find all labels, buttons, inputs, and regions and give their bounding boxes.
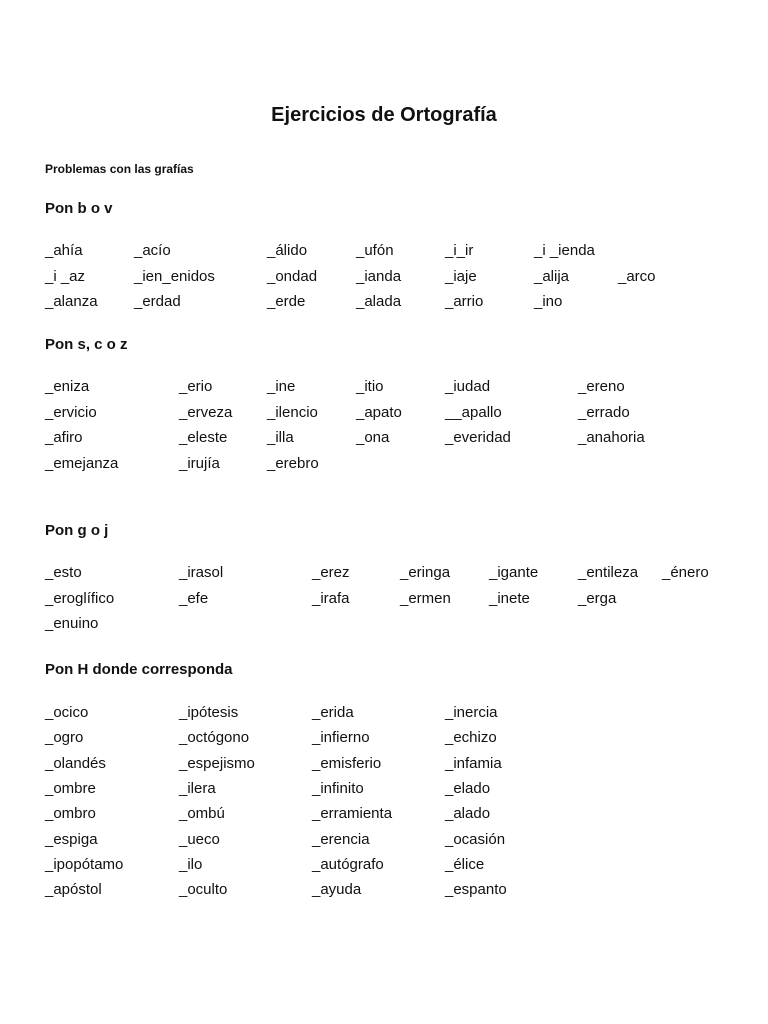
exercise-word: _erde (267, 293, 306, 310)
exercise-word: _ereno (578, 378, 625, 395)
exercise-word: _alada (356, 293, 402, 310)
exercise-word: _ocasión (445, 830, 506, 848)
exercise-word: _irujía (179, 454, 220, 472)
exercise-word: _ianda (356, 267, 402, 285)
exercise-word: _espiga (45, 830, 98, 848)
exercise-word: _iaje (445, 267, 477, 285)
section-heading: Pon g o j (45, 522, 109, 539)
exercise-word: _everidad (445, 429, 511, 446)
exercise-word: _oculto (179, 881, 228, 899)
section-heading: Pon s, c o z (45, 336, 128, 353)
exercise-word: _ocico (45, 704, 89, 721)
exercise-word: _énero (662, 564, 709, 581)
exercise-word: _i _az (45, 267, 86, 285)
exercise-word: _erida (312, 704, 354, 721)
exercise-word: _octógono (179, 729, 250, 747)
exercise-word: _eniza (45, 378, 90, 395)
exercise-word: _ueco (179, 830, 220, 848)
exercise-word: _afiro (45, 429, 83, 446)
exercise-word: _ervicio (45, 403, 97, 421)
exercise-word: _ombre (45, 779, 96, 797)
exercise-word: _arrio (445, 293, 484, 310)
exercise-word: _eringa (400, 564, 451, 581)
exercise-word: _ogro (45, 729, 84, 747)
exercise-word: _ufón (356, 242, 394, 259)
exercise-word: _espanto (445, 881, 507, 899)
exercise-word: _ipopótamo (45, 855, 124, 873)
document-title: Ejercicios de Ortografía (271, 104, 497, 126)
exercise-word: _irasol (179, 564, 224, 581)
exercise-word: _infierno (312, 729, 370, 747)
exercise-word: _alanza (45, 293, 98, 310)
exercise-word: _i_ir (445, 242, 474, 259)
exercise-word: _anahoria (578, 429, 645, 446)
exercise-word: _eleste (179, 429, 228, 446)
exercise-word: _illa (267, 429, 294, 446)
exercise-word: _alija (534, 267, 570, 285)
exercise-word: _inercia (445, 704, 498, 721)
exercise-word: _errado (578, 403, 630, 421)
exercise-word: _ien_enidos (134, 267, 215, 285)
exercise-word: _olandés (45, 754, 106, 772)
exercise-word: _erebro (267, 454, 319, 472)
exercise-word: _enuino (45, 615, 99, 632)
exercise-word: _i _ienda (534, 242, 595, 259)
exercise-word: _erdad (134, 293, 181, 310)
exercise-word: __apallo (445, 403, 502, 421)
exercise-word: _echizo (445, 729, 497, 747)
section-heading: Pon H donde corresponda (45, 661, 233, 678)
exercise-word: _erga (578, 589, 617, 607)
exercise-word: _ombro (45, 805, 96, 823)
exercise-word: _ermen (400, 589, 451, 607)
exercise-word: _inete (489, 589, 530, 607)
section-heading: Pon b o v (45, 200, 113, 217)
exercise-word: _igante (489, 564, 539, 581)
exercise-word: _elado (445, 779, 491, 797)
exercise-word: _espejismo (179, 754, 255, 772)
exercise-word: _ombú (179, 805, 225, 823)
exercise-word: _efe (179, 589, 209, 607)
document-subtitle: Problemas con las grafías (45, 162, 194, 176)
exercise-word: _erez (312, 564, 350, 581)
exercise-word: _emejanza (45, 454, 119, 472)
exercise-word: _ondad (267, 267, 318, 285)
exercise-word: _élice (445, 855, 485, 873)
exercise-word: _erio (179, 378, 213, 395)
exercise-word: _alado (445, 805, 491, 823)
exercise-word: _entileza (578, 564, 639, 581)
exercise-word: _erencia (312, 830, 370, 848)
exercise-word: _acío (134, 242, 171, 259)
exercise-word: _irafa (312, 589, 350, 607)
exercise-word: _ahía (45, 242, 83, 259)
exercise-word: _eroglífico (45, 589, 115, 607)
exercise-word: _ona (356, 429, 390, 446)
exercise-word: _ilera (179, 779, 216, 797)
exercise-word: _esto (45, 564, 82, 581)
exercise-word: _ilo (179, 855, 203, 873)
exercise-word: _ilencio (267, 403, 318, 421)
exercise-word: _erramienta (312, 805, 393, 823)
exercise-word: _ino (534, 293, 563, 310)
exercise-word: _apóstol (45, 881, 102, 899)
exercise-word: _autógrafo (312, 855, 384, 873)
exercise-word: _ipótesis (179, 704, 239, 721)
exercise-word: _emisferio (312, 754, 382, 772)
exercise-word: _arco (618, 267, 656, 285)
exercise-word: _ine (267, 378, 296, 395)
exercise-word: _álido (267, 242, 308, 259)
exercise-word: _ayuda (312, 881, 362, 899)
exercise-word: _apato (356, 403, 402, 421)
exercise-word: _infamia (445, 754, 502, 772)
exercise-word: _erveza (179, 403, 233, 421)
exercise-word: _iudad (445, 378, 491, 395)
exercise-word: _itio (356, 378, 384, 395)
exercise-word: _infinito (312, 779, 364, 797)
